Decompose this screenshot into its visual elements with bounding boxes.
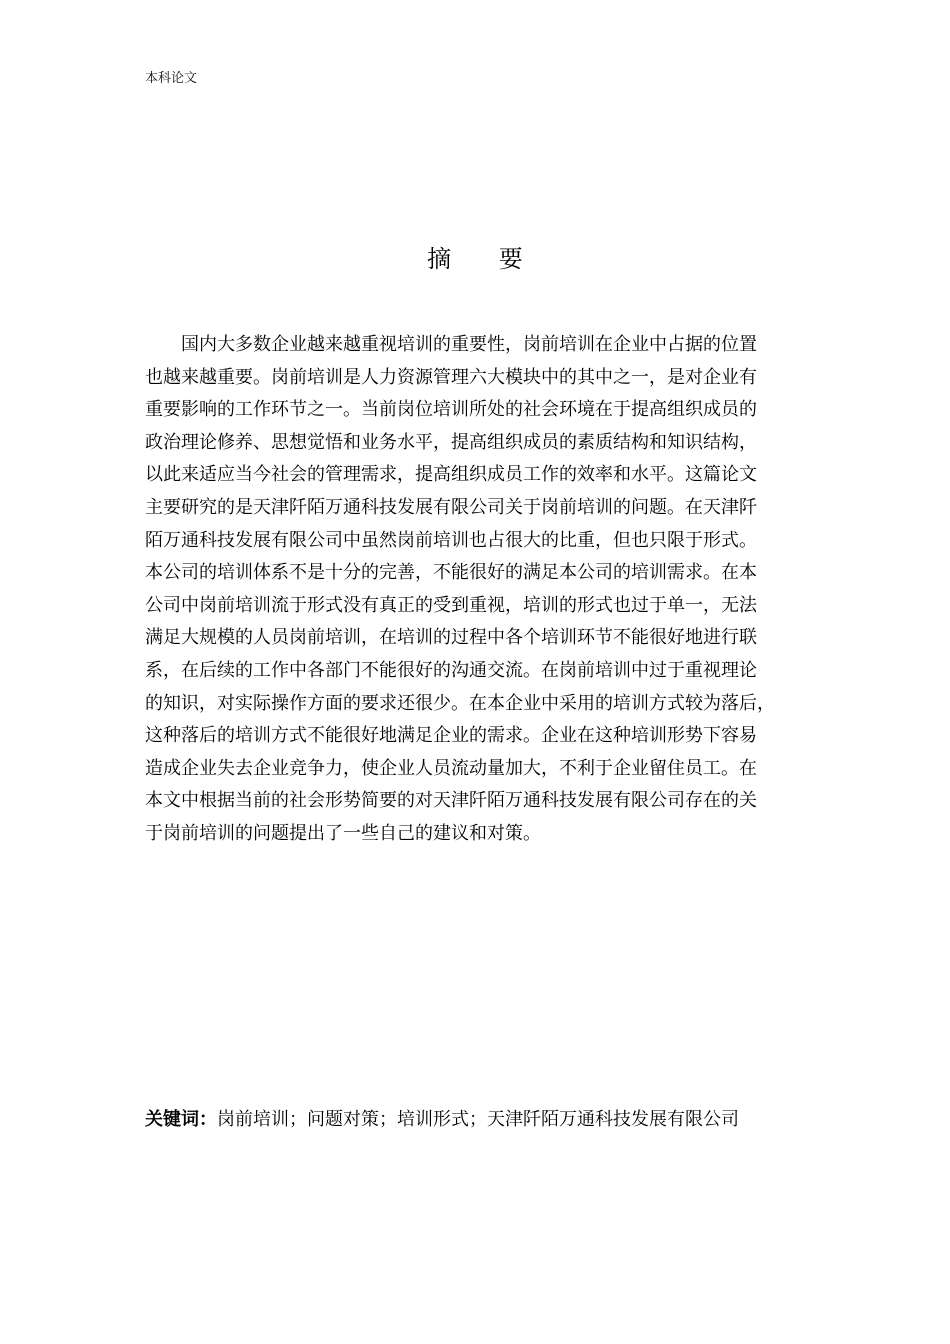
abstract-line: 的知识，对实际操作方面的要求还很少。在本企业中采用的培训方式较为落后， [145,692,775,714]
keywords-text: 岗前培训；问题对策；培训形式；天津阡陌万通科技发展有限公司 [217,1109,739,1130]
abstract-line: 系，在后续的工作中各部门不能很好的沟通交流。在岗前培训中过于重视理论 [145,659,757,681]
abstract-line: 满足大规模的人员岗前培训，在培训的过程中各个培训环节不能很好地进行联 [145,627,757,649]
abstract-body [145,329,805,851]
abstract-line: 造成企业失去企业竞争力，使企业人员流动量加大，不利于企业留住员工。在 [145,757,757,779]
abstract-line: 重要影响的工作环节之一。当前岗位培训所处的社会环境在于提高组织成员的 [145,399,757,421]
abstract-line: 这种落后的培训方式不能很好地满足企业的需求。企业在这种培训形势下容易 [145,725,757,747]
keywords [145,1106,845,1134]
abstract-line: 公司中岗前培训流于形式没有真正的受到重视，培训的形式也过于单一，无法 [145,594,757,616]
abstract-line: 本文中根据当前的社会形势简要的对天津阡陌万通科技发展有限公司存在的关 [145,790,757,812]
page-title: 摘 要 [427,245,543,273]
keywords-label: 关键词： [145,1109,217,1130]
running-header: 本科论文 [145,71,198,86]
abstract-line: 于岗前培训的问题提出了一些自己的建议和对策。 [145,822,541,844]
abstract-line: 本公司的培训体系不是十分的完善，不能很好的满足本公司的培训需求。在本 [145,562,757,584]
abstract-line: 主要研究的是天津阡陌万通科技发展有限公司关于岗前培训的问题。在天津阡 [145,496,757,518]
abstract-line: 也越来越重要。岗前培训是人力资源管理六大模块中的其中之一，是对企业有 [145,366,757,388]
abstract-line: 陌万通科技发展有限公司中虽然岗前培训也占很大的比重，但也只限于形式。 [145,529,757,551]
abstract-line: 国内大多数企业越来越重视培训的重要性，岗前培训在企业中占据的位置 [181,334,757,355]
abstract-line: 以此来适应当今社会的管理需求，提高组织成员工作的效率和水平。这篇论文 [145,464,757,486]
abstract-line: 政治理论修养、思想觉悟和业务水平，提高组织成员的素质结构和知识结构， [145,431,757,453]
